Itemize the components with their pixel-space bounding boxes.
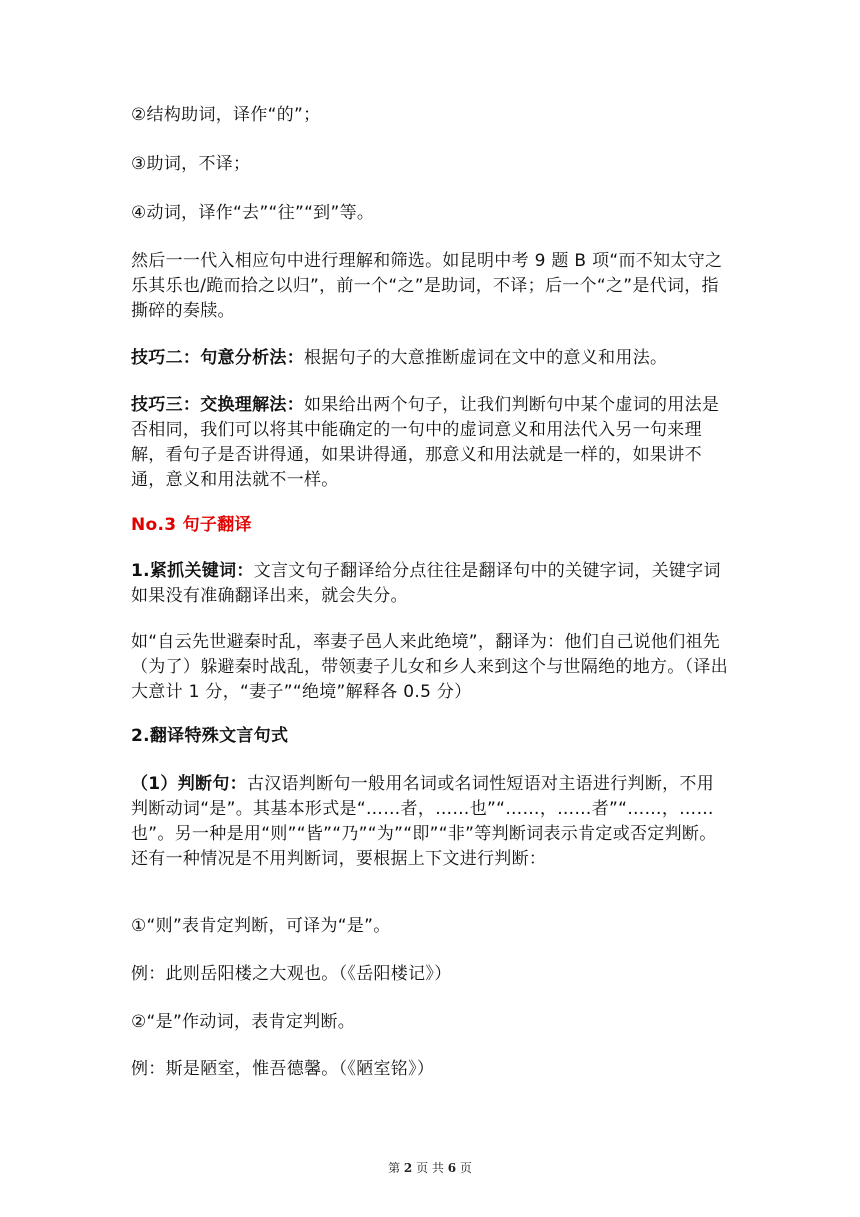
- technique-three-title: 技巧三：交换理解法：: [131, 395, 304, 415]
- key-words-title: 1.紧抓关键词：: [131, 561, 254, 581]
- paragraph-verb-usage: ④动词，译作“去”“往”“到”等。: [131, 203, 375, 223]
- technique-two-text: 根据句子的大意推断虚词在文中的意义和用法。: [304, 348, 668, 368]
- paragraph-translation-example: 如“自云先世避秦时乱，率妻子邑人来此绝境”，翻译为：他们自己说他们祖先（为了）躲避秦时战乱，带领妻子儿女和乡人来到这个与世隔绝的地方。（译出大意计 1 分，“妻子”“绝境”解释各 0.5 分）: [131, 632, 728, 702]
- judgment-sentence-title: （1）判断句：: [131, 774, 247, 794]
- footer-page-number: 2: [403, 1161, 413, 1175]
- section-heading-sentence-translation: No.3 句子翻译: [131, 515, 252, 535]
- paragraph-technique-three: [131, 393, 731, 493]
- footer-total-pages: 6: [447, 1161, 457, 1175]
- technique-three-text: 如果给出两个句子，让我们判断句中某个虚词的用法是否相同，我们可以将其中能确定的一句中的虚词意义和用法代入另一句来理解，看句子是否讲得通，如果讲得通，那意义和用法就是一样的，如果讲不通，意义和用法就不一样。: [131, 395, 720, 490]
- judgment-sentence-text: 古汉语判断句一般用名词或名词性短语对主语进行判断，不用判断动词“是”。其基本形式是“……者，……也”“……，……者”“……，……也”。另一种是用“则”“皆”“乃”“为”“即”“非”等判断词表示肯定或否定判断。还有一种情况是不用判断词，要根据上下文进行判断：: [131, 774, 717, 869]
- subheading-special-sentence-patterns: 2.翻译特殊文言句式: [131, 726, 289, 746]
- key-words-text: 文言文句子翻译给分点往往是翻译句中的关键字词，关键字词如果没有准确翻译出来，就会失分。: [131, 561, 721, 606]
- paragraph-example-loushi: 例：斯是陋室，惟吾德馨。（《陋室铭》）: [131, 1059, 435, 1079]
- paragraph-structural-particle: ②结构助词，译作“的”；: [131, 105, 321, 125]
- technique-two-title: 技巧二：句意分析法：: [131, 348, 304, 368]
- footer-suffix: 页: [456, 1161, 472, 1175]
- paragraph-shi-verb: ②“是”作动词，表肯定判断。: [131, 1012, 356, 1032]
- paragraph-ze-affirmative: ①“则”表肯定判断，可译为“是”。: [131, 916, 391, 936]
- paragraph-particle-no-translate: ③助词，不译；: [131, 154, 251, 174]
- paragraph-technique-two: [131, 346, 731, 371]
- paragraph-substitution-example: 然后一一代入相应句中进行理解和筛选。如昆明中考 9 题 B 项“而不知太守之乐其乐也/跪而拾之以归”，前一个“之”是助词，不译；后一个“之”是代词，指撕碎的奏牍。: [131, 251, 723, 321]
- page-footer: [0, 1159, 860, 1176]
- paragraph-example-yueyang: 例：此则岳阳楼之大观也。（《岳阳楼记》）: [131, 964, 452, 984]
- footer-prefix: 第: [388, 1161, 404, 1175]
- footer-middle: 页 共: [412, 1161, 448, 1175]
- paragraph-key-words: [131, 559, 731, 609]
- paragraph-judgment-sentence: [131, 772, 731, 872]
